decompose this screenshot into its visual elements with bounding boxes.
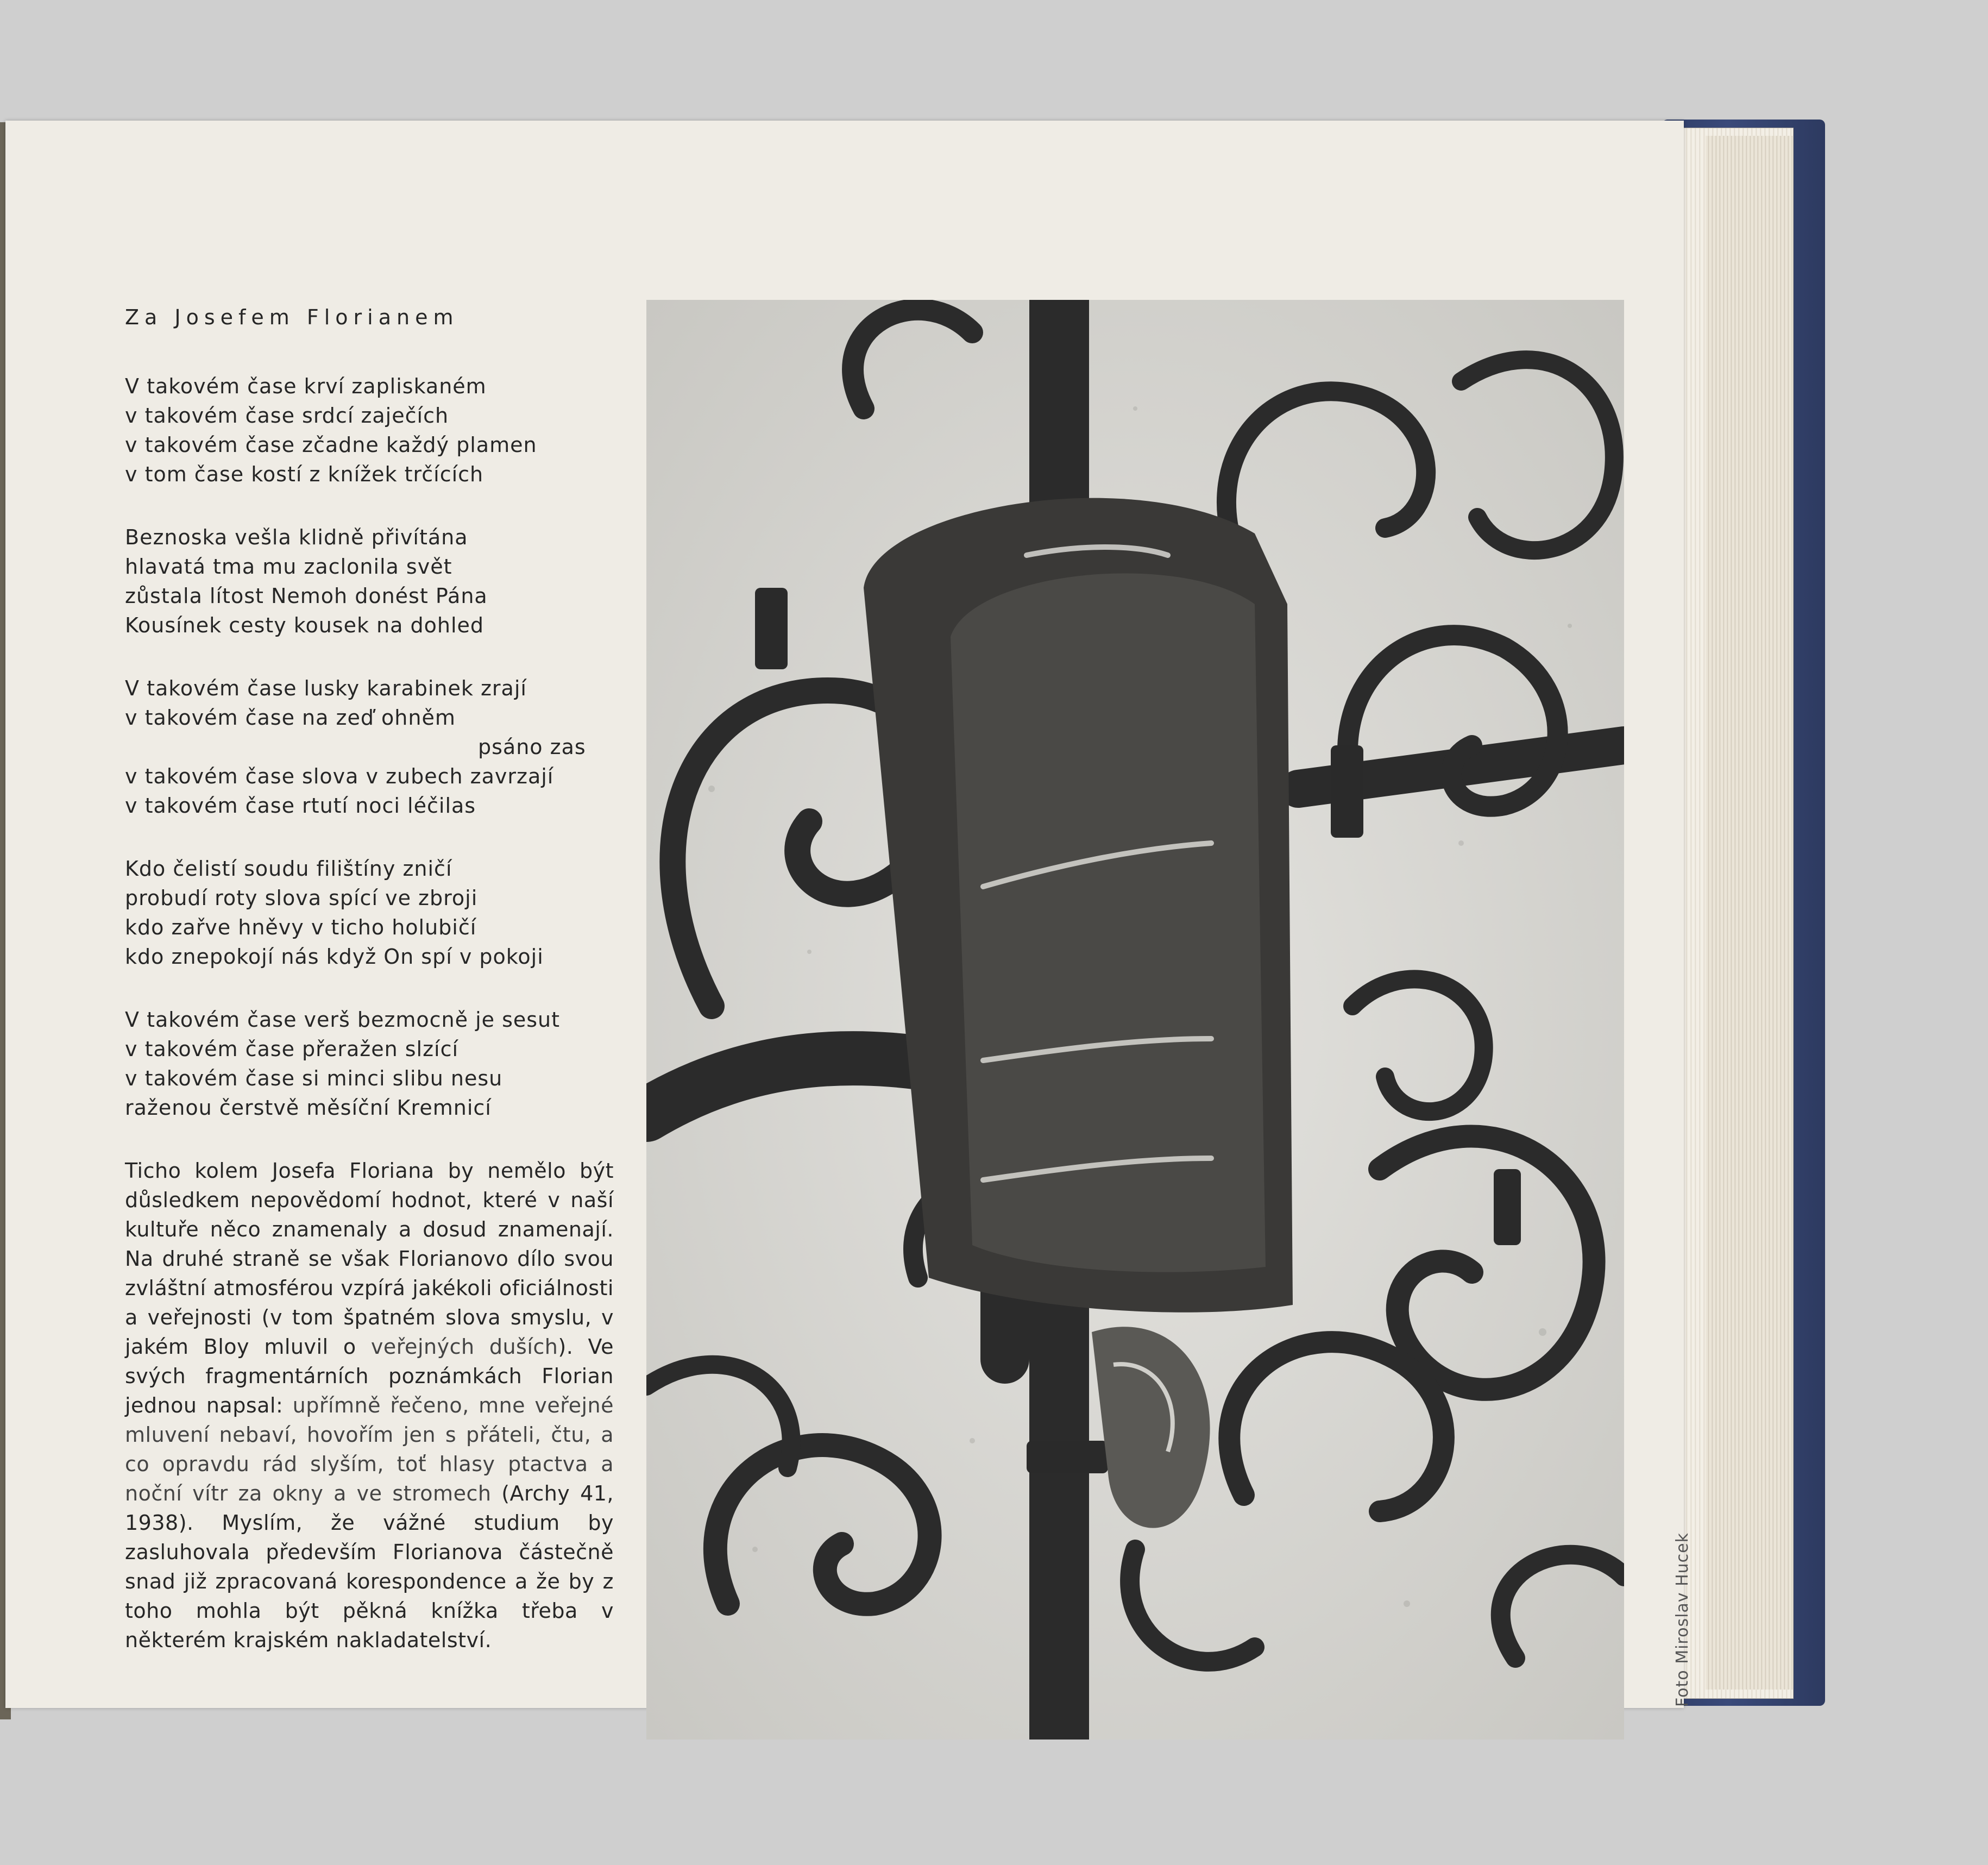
- page-edges-inner: [1706, 136, 1792, 1690]
- prose-part: Ticho kolem Josefa Floriana by nemělo být důsledkem nepovědomí hodnot, které v naší kultuře něco znamenaly a dosud znamenají. Na druhé straně se však Florianovo dílo svou zvláštní atmosférou vzpírá jakékoli oficiálnosti a veřejnosti (v tom špatném slova smyslu, v jakém Bloy mluvil o: [125, 1159, 614, 1359]
- wrought-iron-illustration: [646, 300, 1624, 1740]
- poem-line: v takovém čase srdcí zaječích: [125, 404, 449, 428]
- text-column: [125, 305, 625, 1675]
- prose-paragraph: [125, 1156, 614, 1655]
- poem-line: v takovém čase rtutí noci léčilas: [125, 794, 476, 818]
- poem-line: probudí roty slova spící ve zbroji: [125, 886, 478, 910]
- stanza-1: [125, 372, 625, 489]
- poem-line: kdo zařve hněvy v ticho holubičí: [125, 915, 477, 939]
- poem-line: Kousínek cesty kousek na dohled: [125, 613, 485, 637]
- poem-line: hlavatá tma mu zaclonila svět: [125, 555, 452, 579]
- poem-line: V takovém čase krví zapliskaném: [125, 374, 487, 398]
- poem-line: v tom čase kostí z knížek trčících: [125, 462, 484, 486]
- stanza-3: [125, 674, 625, 820]
- poem-line: kdo znepokojí nás když On spí v pokoji: [125, 945, 544, 969]
- stanza-4: [125, 854, 625, 971]
- poem-line: v takovém čase přeražen slzící: [125, 1037, 459, 1061]
- ironwork-photo: [646, 300, 1624, 1740]
- poem-line: V takovém čase lusky karabinek zrají: [125, 676, 527, 700]
- prose-part: ). Ve svých fragmentárních poznámkách Florian jednou napsal:: [125, 1335, 614, 1417]
- prose-quote: veřejných duších: [370, 1335, 558, 1359]
- stanza-5: [125, 1005, 625, 1122]
- poem-line: v takovém čase zčadne každý plamen: [125, 433, 537, 457]
- poem-line-indented: psáno zas: [478, 735, 586, 759]
- prose-quote: upřímně řečeno, mne veřejné mluvení nebaví, hovořím jen s přáteli, čtu, a co opravdu rád slyším, toť hlasy ptactva a noční vítr za okny a ve stromech: [125, 1393, 614, 1505]
- poem-title: Za Josefem Florianem: [125, 305, 459, 329]
- stanza-2: [125, 523, 625, 640]
- poem-line: v takovém čase si minci slibu nesu: [125, 1066, 503, 1090]
- poem-line: raženou čerstvě měsíční Kremnicí: [125, 1096, 492, 1120]
- poem-line: Beznoska vešla klidně přivítána: [125, 525, 468, 549]
- poem-line: Kdo čelistí soudu filištíny zničí: [125, 857, 452, 881]
- poem-line: v takovém čase na zeď ohněm: [125, 706, 456, 730]
- book-page: [5, 121, 1692, 1708]
- photo-credit: Foto Miroslav Hucek: [1673, 1533, 1692, 1707]
- poem-line: zůstala lítost Nemoh donést Pána: [125, 584, 488, 608]
- prose-part: (Archy 41, 1938). Myslím, že vážné studium by zasluhovala především Florianova částečně snad již zpracovaná korespondence a že by z toho mohla být pěkná knížka třeba v některém krajském nakladatelství.: [125, 1481, 614, 1652]
- poem-line: V takovém čase verš bezmocně je sesut: [125, 1008, 561, 1032]
- poem-line: v takovém čase slova v zubech zavrzají: [125, 764, 554, 788]
